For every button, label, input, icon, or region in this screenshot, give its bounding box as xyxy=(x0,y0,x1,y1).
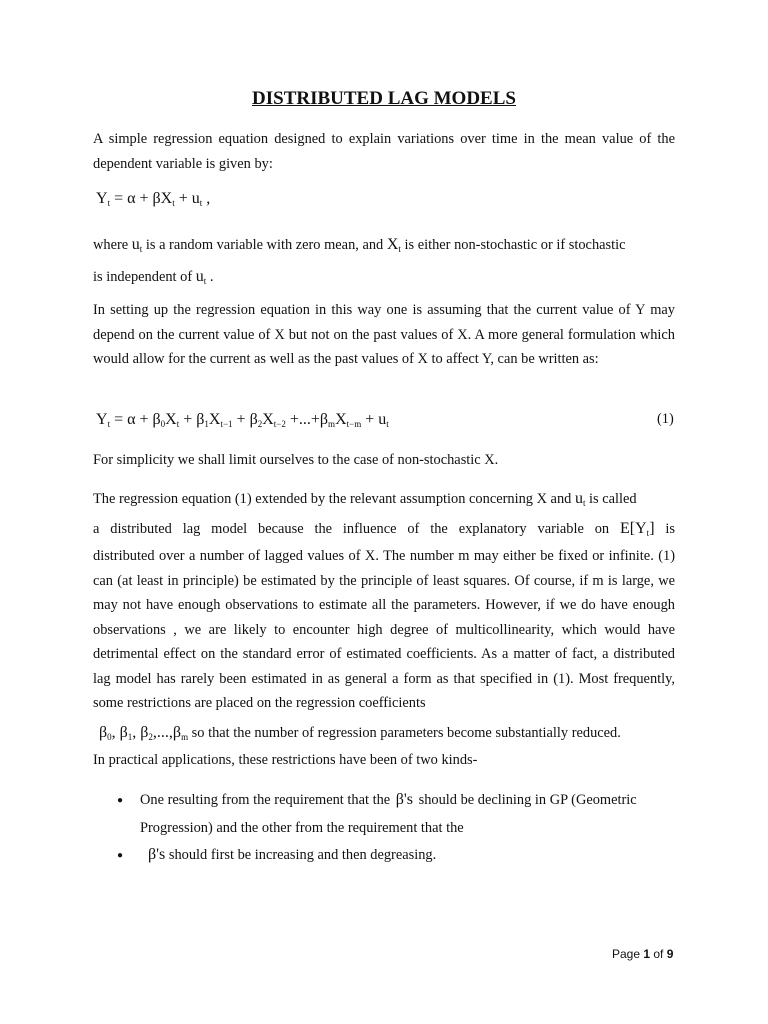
bullet-item: β's should first be increasing and then degreasing. xyxy=(148,846,437,863)
page-number: Page 1 of 9 xyxy=(612,947,674,961)
bullet-icon: ● xyxy=(117,795,124,806)
equation-number: (1) xyxy=(657,411,674,427)
equation-simple: $Y_t = \alpha + \beta X_t + u_t$ , xyxy=(96,190,211,208)
equation-general: $Y_t = \alpha + \beta_0X_t + \beta_1X_{t-1} + \beta_2X_{t-2} +...+\beta_mX_{t-m} + u_t$ xyxy=(96,411,389,429)
where-paragraph: where $u_t$ is a random variable with zero mean, and $X_t$ is either non-stochastic or if stochastic is independent of $u_t$ . xyxy=(93,236,626,286)
beta-coefficients-line: $\beta_0$, $\beta_1$, $\beta_2,...,\beta_m$ so that the number of regression parameters become substantially reduced. xyxy=(99,724,621,742)
regression-body: distributed over a number of lagged values of X. The number m may either be fixed or infinite. (1) can (at least in principle) be estimated by the principle of least squares. Of course, if m is large, we may not have enough observations to estimate all the parameters. However, if we do have enough observations , we are likely to encounter high degree of multicollinearity, which would have detrimental effect on the standard error of estimated coefficients. As a matter of fact, a distributed lag model has rarely been estimated in as general a form as that specified in (1). Most frequently, some restrictions are placed on the regression coefficients xyxy=(93,548,675,711)
intro-paragraph: A simple regression equation designed to explain variations over time in the mean value of the dependent variable is given by: xyxy=(93,131,675,172)
setup-paragraph: In setting up the regression equation in this way one is assuming that the current value of Y may depend on the current value of X but not on the past values of X. A more general formulation which would allow for the current as well as the past values of X to affect Y, can be written as: xyxy=(93,302,675,367)
practical-applications-line: In practical applications, these restrictions have been of two kinds- xyxy=(93,752,478,768)
simplicity-paragraph: For simplicity we shall limit ourselves to the case of non-stochastic X. xyxy=(93,452,499,468)
bullet-item: One resulting from the requirement that the β's should be declining in GP (Geometric Progression) and the other from the requirement that the xyxy=(140,791,637,836)
bullet-icon: ● xyxy=(117,850,124,861)
regression-lines: The regression equation (1) extended by the relevant assumption concerning X and $u_t$ is called a distributed lag model because the influence of the explanatory variable on $E[Y_t]$ is xyxy=(93,490,676,538)
page-title: DISTRIBUTED LAG MODELS xyxy=(252,88,516,109)
